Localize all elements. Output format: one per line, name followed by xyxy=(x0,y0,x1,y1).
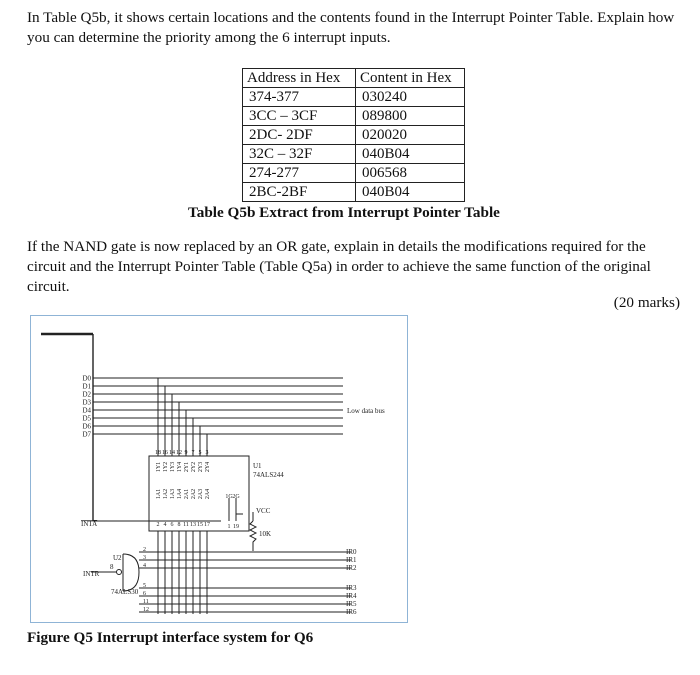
table-row xyxy=(243,88,465,107)
chip-output-label: 1Y1 xyxy=(156,461,162,473)
chip-input-pin: 15 xyxy=(197,522,203,528)
chip-input-label: 2A4 xyxy=(205,488,211,500)
data-line-label: D7 xyxy=(82,430,91,439)
u1-part-label: 74ALS244 xyxy=(253,471,284,479)
data-line-label: D6 xyxy=(82,422,91,431)
chip-input-label: 1A4 xyxy=(177,488,183,500)
u2-input-pin: 4 xyxy=(143,563,146,569)
table-caption: Table Q5b Extract from Interrupt Pointer Table xyxy=(188,204,500,221)
vcc-label: VCC xyxy=(256,507,271,515)
table-cell: 040B04 xyxy=(356,145,465,164)
ir-label: IR6 xyxy=(346,608,357,616)
question-text: If the NAND gate is now replaced by an OR gate, explain in details the modifications required for the circuit and the Interrupt Pointer Table (Table Q5a) in order to achieve the same function of the original circuit. xyxy=(27,238,651,295)
ir-label: IR0 xyxy=(346,548,357,556)
chip-output-pin: 3 xyxy=(205,450,209,456)
chip-output-label: 2Y1 xyxy=(184,461,190,473)
u2-name-label: U2 xyxy=(113,554,122,562)
chip-output-pin: 14 xyxy=(169,450,175,456)
chip-output-pin: 5 xyxy=(198,450,202,456)
u2-part-label: 74ALS30 xyxy=(111,588,139,596)
table-cell: 020020 xyxy=(356,126,465,145)
table-row xyxy=(243,107,465,126)
table-row xyxy=(243,126,465,145)
chip-input-pin: 13 xyxy=(190,522,196,528)
chip-enable-label: 2G xyxy=(232,494,240,500)
chip-output-pin: 9 xyxy=(184,450,188,456)
chip-output-label: 2Y2 xyxy=(191,461,197,473)
chip-enable-pin: 19 xyxy=(233,524,239,530)
chip-input-label: 1A1 xyxy=(156,488,162,500)
u2-input-pin: 2 xyxy=(143,547,146,553)
chip-output-label: 2Y3 xyxy=(198,461,204,473)
u2-input-pin: 3 xyxy=(143,555,146,561)
resistor-label: 10K xyxy=(259,530,272,538)
chip-input-label: 2A1 xyxy=(184,488,190,500)
chip-input-label: 2A3 xyxy=(198,488,204,500)
u2-input-pin: 11 xyxy=(143,599,149,605)
chip-output-pin: 16 xyxy=(162,450,168,456)
marks-label: (20 marks) xyxy=(613,294,680,311)
chip-enable-pin: 1 xyxy=(227,524,231,530)
table-header: Content in Hex xyxy=(356,69,465,88)
ir-label: IR5 xyxy=(346,600,357,608)
data-line-label: D1 xyxy=(82,382,91,391)
data-line-label: D3 xyxy=(82,398,91,407)
table-row xyxy=(243,183,465,202)
chip-input-pin: 11 xyxy=(183,522,189,528)
table-row xyxy=(243,164,465,183)
chip-input-label: 1A2 xyxy=(163,488,169,500)
circuit-diagram xyxy=(31,316,407,622)
chip-input-pin: 6 xyxy=(170,522,174,528)
bus-label: Low data bus xyxy=(347,407,385,415)
ir-label: IR4 xyxy=(346,592,357,600)
data-line-label: D2 xyxy=(82,390,91,399)
u2-input-pin: 6 xyxy=(143,591,146,597)
chip-output-pin: 18 xyxy=(155,450,161,456)
chip-input-pin: 17 xyxy=(204,522,210,528)
question-intro: In Table Q5b, it shows certain locations and the contents found in the Interrupt Pointer Table. Explain how you can determine the priority among the 6 interrupt inputs. xyxy=(27,9,675,46)
data-line-label: D0 xyxy=(82,374,91,383)
table-cell: 2BC-2BF xyxy=(243,183,356,202)
figure-caption: Figure Q5 Interrupt interface system for Q6 xyxy=(27,629,314,646)
table-cell: 030240 xyxy=(356,88,465,107)
chip-output-label: 2Y4 xyxy=(205,461,211,473)
table-header: Address in Hex xyxy=(243,69,356,88)
table-cell: 32C – 32F xyxy=(243,145,356,164)
circuit-figure xyxy=(30,315,408,623)
table-cell: 006568 xyxy=(356,164,465,183)
data-line-label: D5 xyxy=(82,414,91,423)
chip-output-label: 1Y3 xyxy=(170,461,176,473)
chip-enable-label: 1G xyxy=(225,494,233,500)
table-cell: 089800 xyxy=(356,107,465,126)
table-header-row xyxy=(243,69,465,88)
chip-input-label: 1A3 xyxy=(170,488,176,500)
table-cell: 2DC- 2DF xyxy=(243,126,356,145)
table-cell: 040B04 xyxy=(356,183,465,202)
u2-pin-out: 8 xyxy=(110,563,114,571)
chip-output-pin: 7 xyxy=(191,450,195,456)
intr-label: INTR xyxy=(83,570,100,578)
table-row xyxy=(243,145,465,164)
table-cell: 274-277 xyxy=(243,164,356,183)
u2-input-pin: 5 xyxy=(143,583,146,589)
interrupt-pointer-table xyxy=(242,68,465,202)
chip-input-pin: 2 xyxy=(156,522,160,528)
chip-output-label: 1Y2 xyxy=(163,461,169,473)
ir-label: IR1 xyxy=(346,556,357,564)
u1-name-label: U1 xyxy=(253,462,262,470)
u2-input-pin: 12 xyxy=(143,607,149,613)
data-line-label: D4 xyxy=(82,406,91,415)
chip-output-label: 1Y4 xyxy=(177,461,183,473)
inta-label: INTA xyxy=(81,520,98,528)
table-cell: 3CC – 3CF xyxy=(243,107,356,126)
ir-label: IR3 xyxy=(346,584,357,592)
chip-output-pin: 12 xyxy=(176,450,182,456)
chip-input-pin: 8 xyxy=(177,522,181,528)
chip-input-pin: 4 xyxy=(163,522,167,528)
chip-input-label: 2A2 xyxy=(191,488,197,500)
ir-label: IR2 xyxy=(346,564,357,572)
table-cell: 374-377 xyxy=(243,88,356,107)
